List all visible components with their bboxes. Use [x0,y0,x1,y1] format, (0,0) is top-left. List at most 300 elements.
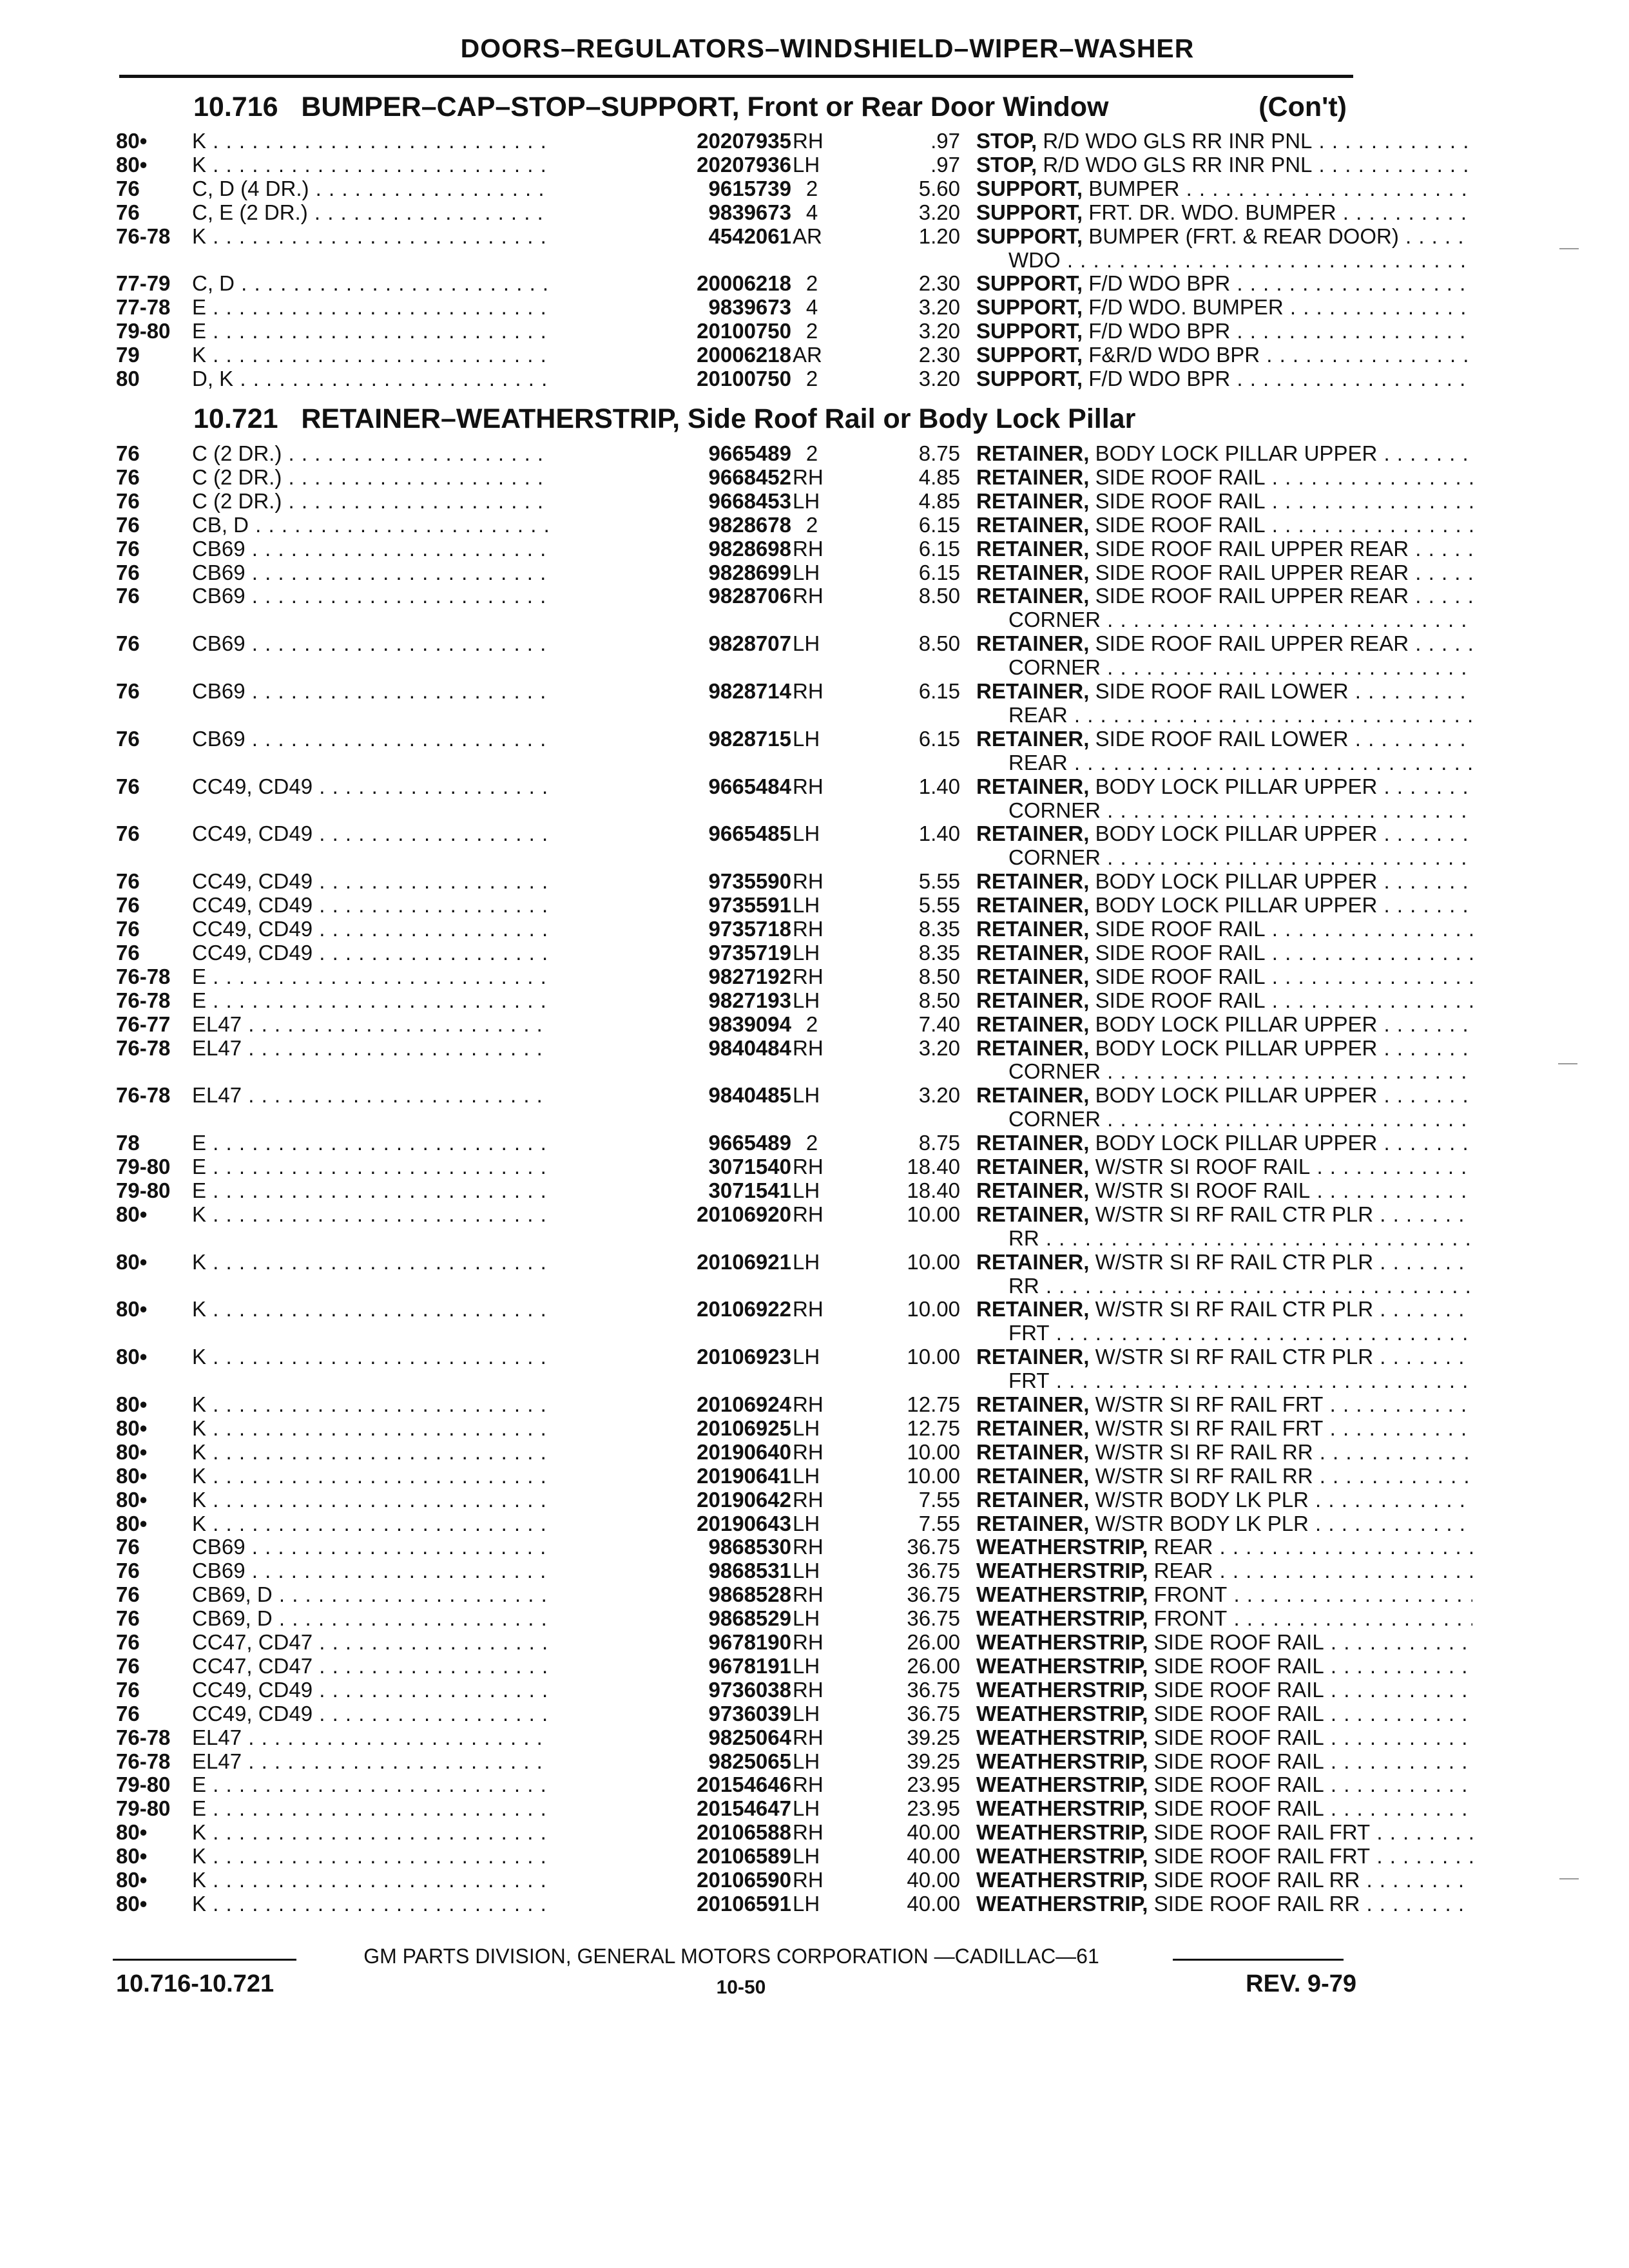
price: 6.15 [918,726,960,751]
parts-row [116,1606,1356,1630]
price: .97 [930,152,960,177]
part-detail: BUMPER [1088,176,1180,200]
part-name: WEATHERSTRIP, [976,1891,1148,1916]
part-detail: SIDE ROOF RAIL [1095,964,1266,988]
parts-row-continued [116,655,1356,679]
price: 8.50 [918,988,960,1012]
quantity: RH [793,129,824,153]
price: 36.75 [907,1582,960,1607]
quantity: RH [793,1297,824,1321]
description [976,727,1472,751]
model-year: 76 [116,441,140,465]
parts-row [116,869,1378,894]
price: 7.40 [918,1012,960,1036]
quantity: RH [793,869,824,894]
part-name: WEATHERSTRIP, [976,1820,1148,1845]
body-style: K . . . [192,1820,643,1844]
scan-mark [1559,248,1579,249]
description [976,1392,1472,1416]
model-year: 80• [116,1891,148,1916]
part-number: 20100750 [548,367,791,390]
part-detail: FRONT [1153,1582,1228,1607]
body-style: CB69 . . . [192,631,643,655]
price: 1.40 [918,774,960,798]
part-name: RETAINER, [976,1131,1090,1155]
quantity: RH [793,1725,824,1749]
body-style: EL47 . . . [192,1036,643,1060]
model-year: 76-77 [116,1012,171,1036]
part-detail: F/D WDO BPR [1088,367,1231,390]
model-year: 76 [116,774,140,798]
quantity: RH [793,1630,824,1654]
price: 12.75 [907,1416,960,1440]
price: 18.40 [907,1178,960,1202]
model-year: 80• [116,129,148,153]
parts-row [116,129,1356,153]
quantity: RH [793,774,824,798]
part-name: RETAINER, [976,940,1090,965]
description [976,1416,1472,1440]
parts-row [116,1535,1356,1559]
body-style: CC49, CD49 . . . [192,941,643,965]
description [976,631,1472,655]
quantity: 2 [805,176,818,200]
part-name: WEATHERSTRIP, [976,1725,1148,1749]
price: 18.40 [907,1155,960,1178]
price: 39.25 [907,1725,960,1749]
part-number: 9735719 [548,941,791,965]
model-year: 76 [116,1701,140,1725]
part-number: 20106589 [548,1844,791,1868]
part-number: 20006218 [548,343,791,367]
price: 40.00 [907,1891,960,1916]
part-number: 9668452 [548,465,791,489]
quantity: LH [793,1511,820,1535]
parts-row-continued [116,1059,1356,1083]
part-number: 9665484 [548,774,791,798]
scan-mark [1558,1063,1577,1064]
part-number: 9840485 [548,1083,791,1107]
part-name: RETAINER, [976,465,1090,489]
part-name: RETAINER, [976,726,1090,751]
model-year: 80• [116,1844,148,1869]
part-detail: SIDE ROOF RAIL [1095,465,1266,489]
description [976,1582,1472,1606]
body-style: CC49, CD49 . . . [192,822,643,845]
quantity: LH [793,893,820,918]
parts-row [116,1630,1356,1654]
body-style: E . . . [192,988,643,1012]
price: 6.15 [918,512,960,537]
parts-row [116,271,1356,295]
quantity: 4 [805,200,818,224]
body-style: CC49, CD49 . . . [192,774,643,798]
price: 4.85 [918,488,960,513]
part-name: SUPPORT, [976,271,1083,296]
part-name: WEATHERSTRIP, [976,1844,1148,1869]
description [976,129,1472,153]
quantity: RH [793,917,824,941]
part-number: 9868531 [548,1559,791,1582]
price: 8.50 [918,584,960,608]
part-name: RETAINER, [976,988,1090,1012]
part-number: 9678191 [548,1654,791,1678]
quantity: RH [793,679,824,703]
model-year: 80• [116,1345,148,1369]
parts-row [116,1749,1356,1773]
price: 10.00 [907,1202,960,1226]
part-name: SUPPORT, [976,319,1083,343]
price: 8.75 [918,1131,960,1155]
price: 26.00 [907,1630,960,1654]
quantity: RH [793,1392,824,1416]
description [976,200,1472,224]
description-continued: RR . . . [1008,1274,1472,1298]
part-detail: W/STR SI RF RAIL CTR PLR [1095,1297,1374,1321]
price: 10.00 [907,1345,960,1369]
description [976,988,1472,1012]
price: 1.20 [918,224,960,248]
parts-row-continued [116,1274,1356,1298]
part-name: RETAINER, [976,1249,1090,1274]
part-detail: REAR [1153,1535,1213,1559]
price: 36.75 [907,1606,960,1631]
part-name: RETAINER, [976,560,1090,584]
model-year: 79-80 [116,1155,171,1178]
model-year: 78 [116,1131,140,1155]
description [976,822,1472,845]
part-number: 9840484 [548,1036,791,1060]
part-name: RETAINER, [976,774,1090,798]
part-number: 9825064 [548,1725,791,1749]
body-style: CC47, CD47 . . . [192,1654,643,1678]
footer-publisher: GM PARTS DIVISION, GENERAL MOTORS CORPORATION —CADILLAC—61 [363,1945,1099,1968]
quantity: LH [793,1606,820,1631]
parts-row [116,965,1356,988]
part-name: RETAINER, [976,822,1090,846]
price: 3.20 [918,319,960,343]
price: 5.55 [918,893,960,918]
quantity: RH [793,1202,824,1226]
parts-row [116,1178,1356,1202]
description [976,1297,1472,1321]
model-year: 76 [116,465,140,489]
model-year: 80• [116,1392,148,1416]
body-style: CC49, CD49 . . . [192,893,643,917]
price: 5.60 [918,176,960,200]
model-year: 80• [116,1297,148,1321]
model-year: 80• [116,1202,148,1226]
description [976,367,1472,390]
part-number: 9827192 [548,965,791,988]
quantity: 2 [805,512,818,537]
quantity: LH [793,560,820,584]
description [976,1512,1472,1535]
model-year: 80• [116,152,148,177]
part-number: 9736038 [548,1678,791,1702]
section-continued: (Con't) [1258,91,1347,122]
price: 3.20 [918,367,960,390]
parts-row [116,1392,1356,1416]
section-name: BUMPER–CAP–STOP–SUPPORT, Front or Rear Door Window [301,91,1109,122]
part-number: 9828706 [548,584,791,608]
model-year: 76 [116,940,140,965]
section-number: 10.721 [193,403,278,434]
scan-mark [1559,1878,1579,1879]
part-number: 4542061 [548,224,791,248]
quantity: LH [793,1701,820,1725]
model-year: 80• [116,1487,148,1512]
part-name: WEATHERSTRIP, [976,1630,1148,1654]
part-name: WEATHERSTRIP, [976,1535,1148,1559]
body-style: E . . . [192,1773,643,1796]
parts-row [116,1868,1360,1892]
body-style: CC49, CD49 . . . [192,1678,643,1702]
part-name: RETAINER, [976,1155,1090,1178]
quantity: LH [793,152,820,177]
part-name: RETAINER, [976,1297,1090,1321]
part-name: SUPPORT, [976,367,1083,390]
part-number: 9735718 [548,917,791,941]
parts-row [116,1464,1356,1488]
footer-rule-left [113,1959,296,1961]
part-name: RETAINER, [976,1487,1090,1512]
parts-row-continued [116,1321,1356,1345]
part-name: RETAINER, [976,1035,1090,1060]
parts-row [116,1773,1356,1796]
description [976,1654,1472,1678]
model-year: 79-80 [116,1178,171,1202]
part-name: RETAINER, [976,679,1090,703]
part-number: 9839094 [548,1012,791,1036]
quantity: 2 [805,271,818,296]
part-number: 20106922 [548,1297,791,1321]
part-name: STOP, [976,129,1037,153]
part-detail: BODY LOCK PILLAR UPPER [1095,441,1378,465]
quantity: LH [793,1653,820,1678]
model-year: 80• [116,1868,148,1892]
price: 23.95 [907,1796,960,1821]
price: 8.50 [918,631,960,656]
description [976,1488,1472,1512]
body-style: CC49, CD49 . . . [192,917,643,941]
part-name: SUPPORT, [976,295,1083,320]
part-detail: SIDE ROOF RAIL LOWER [1095,679,1349,703]
model-year: 76-78 [116,1749,171,1773]
quantity: LH [793,1891,820,1916]
parts-row [116,1035,1378,1060]
part-number: 9735591 [548,893,791,917]
price: 10.00 [907,1297,960,1321]
part-name: SUPPORT, [976,343,1083,367]
quantity: LH [793,631,820,656]
part-name: RETAINER, [976,1463,1090,1488]
footer-section-range: 10.716-10.721 [116,1970,275,1997]
price: 36.75 [907,1559,960,1583]
body-style: K . . . [192,1464,643,1488]
part-detail: F&R/D WDO BPR [1088,343,1260,367]
body-style: K . . . [192,224,643,248]
part-detail: BODY LOCK PILLAR UPPER [1095,822,1378,846]
body-style: CB69 . . . [192,679,643,703]
part-name: WEATHERSTRIP, [976,1796,1148,1821]
part-detail: SIDE ROOF RAIL [1153,1630,1324,1654]
part-detail: W/STR SI RF RAIL CTR PLR [1095,1345,1374,1369]
description-continued: REAR . . . [1008,751,1472,774]
header-rule [119,75,1353,78]
part-detail: SIDE ROOF RAIL [1153,1701,1324,1725]
part-detail: R/D WDO GLS RR INR PNL [1043,152,1313,177]
parts-row [116,679,1356,703]
parts-row [116,1249,1374,1274]
model-year: 79-80 [116,319,171,343]
body-style: K . . . [192,1297,643,1321]
part-name: RETAINER, [976,1345,1090,1369]
description [976,941,1472,965]
part-number: 9615739 [548,177,791,200]
price: 8.75 [918,441,960,465]
part-name: SUPPORT, [976,224,1083,248]
part-name: RETAINER, [976,441,1090,465]
description-continued: RR . . . [1008,1226,1472,1250]
section-title-10-721 [193,401,1347,437]
model-year: 76 [116,1559,140,1583]
description [976,1155,1472,1178]
body-style: CC49, CD49 . . . [192,869,643,893]
quantity: LH [793,1249,820,1274]
price: 36.75 [907,1701,960,1725]
model-year: 76 [116,869,140,894]
quantity: RH [793,1155,824,1178]
body-style: C, D (4 DR.) . . . [192,177,643,200]
body-style: C (2 DR.) . . . [192,465,643,489]
description [976,441,1472,465]
body-style: EL47 . . . [192,1083,643,1107]
part-detail: W/STR SI RF RAIL RR [1095,1439,1313,1464]
parts-row [116,1155,1356,1178]
price: 6.15 [918,560,960,584]
part-detail: W/STR BODY LK PLR [1095,1487,1309,1512]
model-year: 79-80 [116,1773,171,1797]
body-style: K . . . [192,1250,643,1274]
model-year: 76 [116,512,140,537]
parts-row [116,774,1378,798]
parts-row-continued [116,798,1356,822]
price: 23.95 [907,1773,960,1797]
body-style: E . . . [192,965,643,988]
quantity: AR [793,224,822,248]
body-style: C, E (2 DR.) . . . [192,200,643,224]
description [976,1083,1472,1107]
part-name: WEATHERSTRIP, [976,1559,1148,1583]
model-year: 76 [116,560,140,584]
part-number: 20106924 [548,1392,791,1416]
part-detail: SIDE ROOF RAIL [1153,1749,1324,1773]
quantity: 4 [805,295,818,320]
part-detail: SIDE ROOF RAIL FRT [1153,1820,1371,1845]
price: 5.55 [918,869,960,894]
page-number: 10-50 [716,1977,766,1998]
part-detail: FRONT [1153,1606,1228,1631]
parts-row [116,1440,1356,1464]
price: 3.20 [918,1035,960,1060]
description-continued: CORNER . . . [1008,1107,1472,1131]
model-year: 76 [116,176,140,200]
body-style: C, D . . . [192,271,643,295]
description-continued: CORNER . . . [1008,608,1472,631]
price: 7.55 [918,1487,960,1512]
part-number: 9839673 [548,200,791,224]
parts-row [116,441,1378,465]
description-continued: CORNER . . . [1008,845,1472,869]
body-style: K . . . [192,129,643,153]
section-number: 10.716 [193,91,278,122]
part-name: SUPPORT, [976,176,1083,200]
part-name: WEATHERSTRIP, [976,1749,1148,1773]
quantity: RH [793,536,824,561]
part-detail: SIDE ROOF RAIL [1095,940,1266,965]
description-continued: CORNER . . . [1008,1059,1472,1083]
parts-row [116,1512,1356,1535]
part-name: WEATHERSTRIP, [976,1582,1148,1607]
section-name: RETAINER–WEATHERSTRIP, Side Roof Rail or Body Lock Pillar [301,403,1136,434]
part-detail: W/STR SI ROOF RAIL [1095,1155,1311,1178]
part-detail: SIDE ROOF RAIL [1153,1677,1324,1702]
price: 39.25 [907,1749,960,1773]
part-number: 9678190 [548,1630,791,1654]
body-style: E . . . [192,295,643,319]
section-title-10-716 [193,89,1347,125]
model-year: 79 [116,343,140,367]
part-number: 9825065 [548,1749,791,1773]
part-number: 9828698 [548,537,791,561]
part-detail: SIDE ROOF RAIL [1095,512,1266,537]
body-style: CC47, CD47 . . . [192,1630,643,1654]
quantity: AR [793,343,822,367]
parts-row-continued [116,1226,1356,1250]
quantity: LH [793,1463,820,1488]
quantity: RH [793,1535,824,1559]
model-year: 80• [116,1416,148,1440]
description [976,1868,1472,1892]
description [976,513,1472,537]
part-name: RETAINER, [976,1416,1090,1440]
quantity: LH [793,822,820,846]
parts-row [116,1202,1374,1226]
model-year: 76-78 [116,988,171,1012]
part-detail: SIDE ROOF RAIL RR [1153,1891,1360,1916]
body-style: K . . . [192,1416,643,1440]
part-detail: SIDE ROOF RAIL [1095,988,1266,1012]
part-number: 20106925 [548,1416,791,1440]
description [976,177,1472,200]
body-style: CB69, D . . . [192,1582,643,1606]
price: 3.20 [918,295,960,320]
quantity: RH [793,1868,824,1892]
description [976,224,1472,248]
description [976,271,1472,295]
part-number: 9827193 [548,988,791,1012]
body-style: CC49, CD49 . . . [192,1702,643,1725]
body-style: EL47 . . . [192,1749,643,1773]
part-number: 9735590 [548,869,791,893]
part-number: 20154647 [548,1796,791,1820]
parts-row [116,200,1356,224]
price: 8.50 [918,964,960,988]
quantity: LH [793,488,820,513]
parts-row-continued [116,845,1356,869]
description [976,1036,1472,1060]
